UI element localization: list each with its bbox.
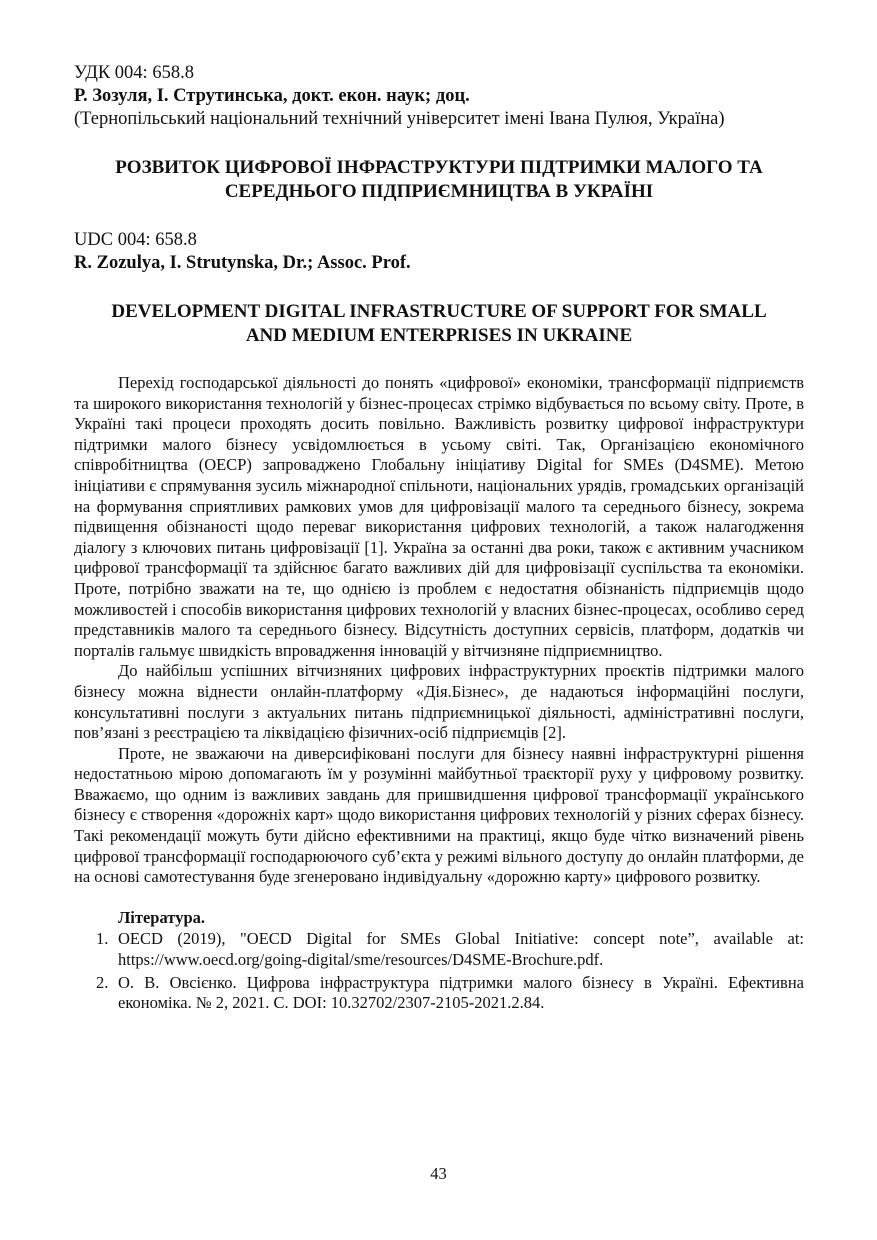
title-en-line-1: DEVELOPMENT DIGITAL INFRASTRUCTURE OF SUPPORT FOR SMALL (111, 301, 767, 322)
authors-en: R. Zozulya, I. Strutynska, Dr.; Assoc. Prof. (74, 253, 411, 273)
title-uk-line-2: СЕРЕДНЬОГО ПІДПРИЄМНИЦТВА В УКРАЇНІ (224, 181, 654, 202)
references-title: Література. (118, 907, 205, 927)
reference-text: OECD (2019), "OECD Digital for SMEs Global Initiative: concept note”, available at: https://www.oecd.org/going-digital/sme/resources/D4SME-Brochure.pdf. (118, 929, 804, 970)
udc-label: UDC (74, 230, 114, 250)
reference-number: 1. (96, 929, 109, 949)
title-uk-line-1: РОЗВИТОК ЦИФРОВОЇ ІНФРАСТРУКТУРИ ПІДТРИМКИ МАЛОГО ТА (115, 157, 763, 178)
udc-code: 004: 658.8 (113, 230, 197, 250)
udk-code: УДК 004: 658.8 (74, 63, 194, 83)
reference-item-1 (74, 929, 804, 970)
udc-block (74, 229, 804, 275)
body-text (74, 373, 804, 888)
authors-uk: Р. Зозуля, І. Струтинська, докт. екон. наук; доц. (74, 86, 470, 106)
body-paragraph-2: До найбільш успішних вітчизняних цифрових інфраструктурних проєктів підтримки малого бізнесу можна віднести онлайн-платформу «Дія.Бізнес», де надаються інформаційні послуги, консультативні послуги з актуальних питань підприємницької діяльності, адміністративні послуги, пов’язані з реєстрацією та ліквідацією фізичних-осіб підприємців [2]. (74, 661, 804, 743)
references (74, 908, 804, 1014)
page-number: 43 (430, 1164, 447, 1183)
title-en-line-2: AND MEDIUM ENTERPRISES IN UKRAINE (245, 325, 633, 346)
udc-line (74, 229, 804, 252)
reference-item-2 (74, 973, 804, 1014)
paper-page (74, 62, 804, 1016)
body-paragraph-1: Перехід господарської діяльності до понять «цифрової» економіки, трансформації підприємств та широкого використання технологій у бізнес-процесах стрімко відбувається по всьому світу. Проте, в Україні такі процеси проходять досить повільно. Важливість розвитку цифрової інфраструктури підтримки малого бізнесу усвідомлюється в усьому світі. Так, Організацією економічного співробітництва (ОЕСР) запроваджено Глобальну ініціативу Digital for SMEs (D4SME). Метою ініціативи є спрямування зусиль міжнародної спільноти, національних урядів, громадських організацій на формування сприятливих рамкових умов для цифровізації малого та середнього бізнесу, зокрема підвищення обізнаності щодо переваг використання цифрових технологій, а також налагодження діалогу з ключових питань цифровізації [1]. Україна за останні два роки, також є активним учасником цифрової трансформації та здійснює багато важливих дій для цифровізації суспільства та економіки. Проте, потрібно зважати на те, що однією із проблем є недостатня обізнаність підприємців щодо можливостей і способів використання цифрових технологій у власних бізнес-процесах, особливо серед представників малого та середнього бізнесу. Відсутність доступних сервісів, платформ, додатків чи порталів гальмує швидкість впровадження інновацій у вітчизняне підприємництво. (74, 373, 804, 660)
affiliation-uk: (Тернопільський національний технічний університет імені Івана Пулюя, Україна) (74, 109, 725, 129)
reference-text: О. В. Овсієнко. Цифрова інфраструктура підтримки малого бізнесу в Україні. Ефективна економіка. № 2, 2021. С. DOI: 10.32702/2307-2105-2021.2.84. (118, 972, 804, 1013)
reference-number: 2. (96, 972, 109, 992)
references-list (74, 929, 804, 1013)
title-en (74, 300, 804, 348)
body-paragraph-3: Проте, не зважаючи на диверсифіковані послуги для бізнесу наявні інфраструктурні рішення недостатньою мірою допомагають їм у розумінні майбутньої траєкторії руху у цифровому розвитку. Вважаємо, що одним із важливих завдань для пришвидшення цифрової трансформації українського бізнесу є створення «дорожніх карт» щодо використання цифрових технологій у різних сферах бізнесу. Такі рекомендації можуть бути дійсно ефективними на практиці, якщо буде чітко визначений рівень цифрової трансформації господарюючого суб’єкта у режимі вільного доступу до онлайн платформи, де на основі самотестування буде згенеровано індивідуальну «дорожню карту» цифрового розвитку. (74, 743, 804, 887)
title-uk (74, 156, 804, 204)
